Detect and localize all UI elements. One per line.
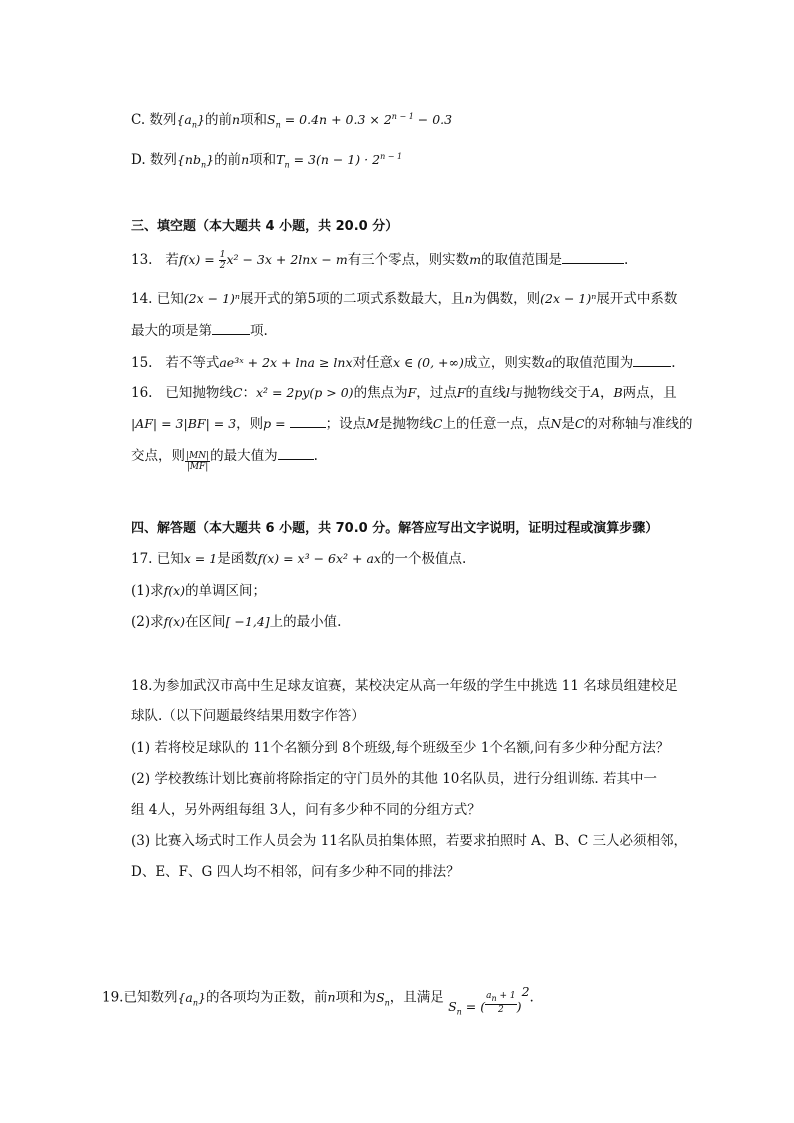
section-answer-title: 四、解答题（本大题共 6 小题，共 70.0 分。解答应写出文字说明，证明过程或演算步骤） — [131, 521, 659, 536]
question-18-part1: (1) 若将校足球队的 11个名额分到 8个班级,每个班级至少 1个名额,问有多少种分配方法？ — [131, 740, 670, 756]
answer-blank — [212, 322, 250, 335]
question-17: 17. 已知x = 1是函数f(x) = x³ − 6x² + ax的一个极值点. — [131, 551, 467, 567]
section-fill-in-title: 三、填空题（本大题共 4 小题，共 20.0 分） — [131, 219, 399, 234]
answer-blank — [290, 415, 326, 428]
question-15: 15. 若不等式ae³ˣ + 2x + lna ≥ lnx对任意x ∈ (0, +∞)成立，则实数a的取值范围为 . — [131, 355, 676, 371]
question-16-line2: |AF| = 3|BF| = 3，则p = ；设点M是抛物线C上的任意一点，点N是C的对称轴与准线的 — [131, 416, 693, 432]
answer-blank — [278, 447, 314, 460]
option-d: D. 数列$\{nb_n\}$的前n项和$T_n = 3(n - 1) \cdot 2^{n - 1}$ — [131, 152, 403, 170]
question-16-line1: 16. 已知抛物线C：x² = 2py(p > 0)的焦点为F，过点F的直线l与抛物线交于A，B两点，且 — [131, 385, 677, 401]
question-13: 13. 若f(x) = $\frac{1}{2}$ x² − 3x + 2lnx − m有三个零点，则实数m的取值范围是 . — [131, 250, 629, 271]
answer-blank — [633, 354, 671, 367]
question-19: 19.已知数列$\{a_n\}$的各项均为正数，前n项和为$S_n$，且满足 $S_n$ = ( $\frac{a_n + 1}{2}$ )$^2$. — [102, 984, 534, 1016]
question-18-line1: 18.为参加武汉市高中生足球友谊赛，某校决定从高一年级的学生中挑选 11 名球员组建校足 — [131, 678, 678, 694]
question-18-part2a: (2) 学校教练计划比赛前将除指定的守门员外的其他 10名队员，进行分组训练. 若其中一 — [131, 771, 657, 787]
question-18-part3b: D、E、F、G 四人均不相邻，问有多少种不同的排法？ — [131, 864, 460, 880]
question-14-line1: 14. 已知(2x − 1)ⁿ展开式的第5项的二项式系数最大，且n为偶数，则(2x − 1)ⁿ展开式中系数 — [131, 291, 678, 307]
question-18-part3a: (3) 比赛入场式时工作人员会为 11名队员拍集体照，若要求拍照时 A、B、C 三人必须相邻， — [131, 833, 687, 849]
question-16-line3: 交点，则 $\frac{|MN|}{|MF|}$ 的最大值为 . — [131, 448, 318, 472]
answer-blank — [562, 251, 624, 264]
question-14-line2: 最大的项是第 项. — [131, 323, 268, 339]
question-17-part2: (2)求f(x)在区间[ −1,4]上的最小值. — [131, 614, 342, 630]
question-17-part1: (1)求f(x)的单调区间； — [131, 583, 267, 599]
option-c: C. 数列$\{a_n\}$的前n项和$S_n = 0.4n + 0.3 \times 2^{n - 1} - 0.3$ — [131, 112, 453, 130]
question-18-line2: 球队.（以下问题最终结果用数字作答） — [131, 708, 365, 724]
question-18-part2b: 组 4人，另外两组每组 3人，问有多少种不同的分组方式？ — [131, 802, 481, 818]
